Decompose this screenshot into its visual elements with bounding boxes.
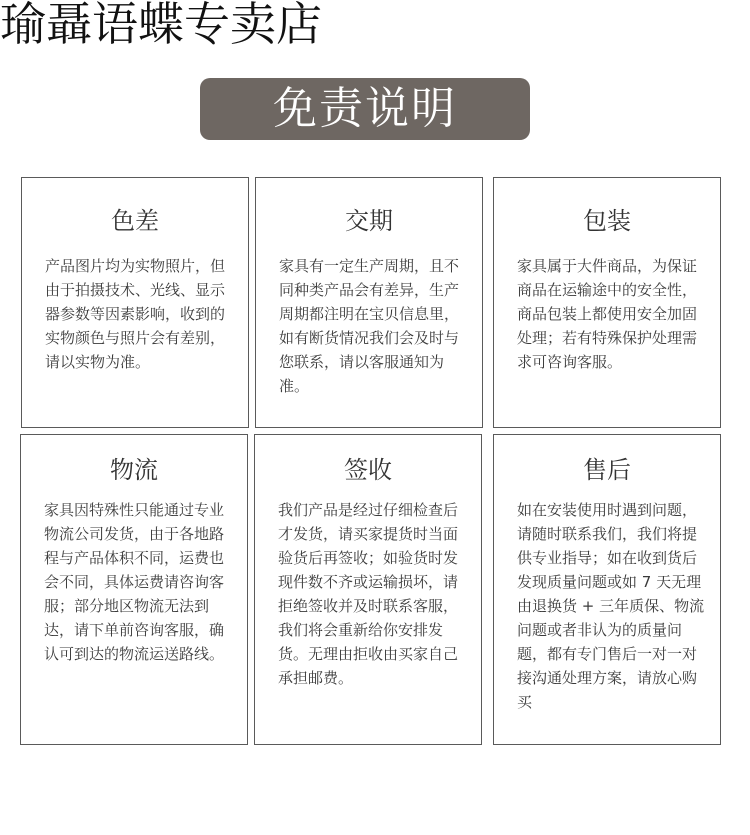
card-body: 产品图片均为实物照片，但由于拍摄技术、光线、显示器参数等因素影响，收到的实物颜色与照片会有差别，请以实物为准。 [45,257,226,371]
banner-title: 免责说明 [273,83,457,134]
card-title: 售后 [583,456,631,484]
card-packaging [493,177,721,428]
card-body: 家具有一定生产周期，且不同种类产品会有差异，生产周期都注明在宝贝信息里，如有断货情况我们会及时与您联系，请以客服通知为准。 [279,257,460,395]
card-title: 色差 [111,207,159,235]
card-body: 家具属于大件商品，为保证商品在运输途中的安全性，商品包装上都使用安全加固处理；若有特殊保护处理需求可咨询客服。 [517,257,698,371]
card-logistics [20,434,248,745]
card-title: 交期 [345,207,393,235]
card-body: 家具因特殊性只能通过专业物流公司发货，由于各地路程与产品体积不同，运费也会不同，具体运费请咨询客服；部分地区物流无法到达，请下单前咨询客服，确认可到达的物流运送路线。 [44,501,225,663]
store-name: 瑜聶语蝶专卖店 [0,0,322,51]
card-title: 包装 [583,207,631,235]
card-title: 物流 [110,456,158,484]
card-title: 签收 [344,456,392,484]
disclaimer-banner [200,78,530,140]
card-body: 如在安装使用时遇到问题，请随时联系我们，我们将提供专业指导；如在收到货后发现质量问题或如 7 天无理由退换货 + 三年质保、物流问题或者非认为的质量问题，都有专门售后一对一对接沟通处理方案，请放心购买 [517,501,705,711]
card-receipt [254,434,482,745]
card-body: 我们产品是经过仔细检查后才发货，请买家提货时当面验货后再签收；如验货时发现件数不齐或运输损坏，请拒绝签收并及时联系客服，我们将会重新给你安排发货。无理由拒收由买家自己承担邮费。 [278,501,459,687]
card-color-difference [21,177,249,428]
card-delivery-time [255,177,483,428]
card-after-sales [493,434,721,745]
